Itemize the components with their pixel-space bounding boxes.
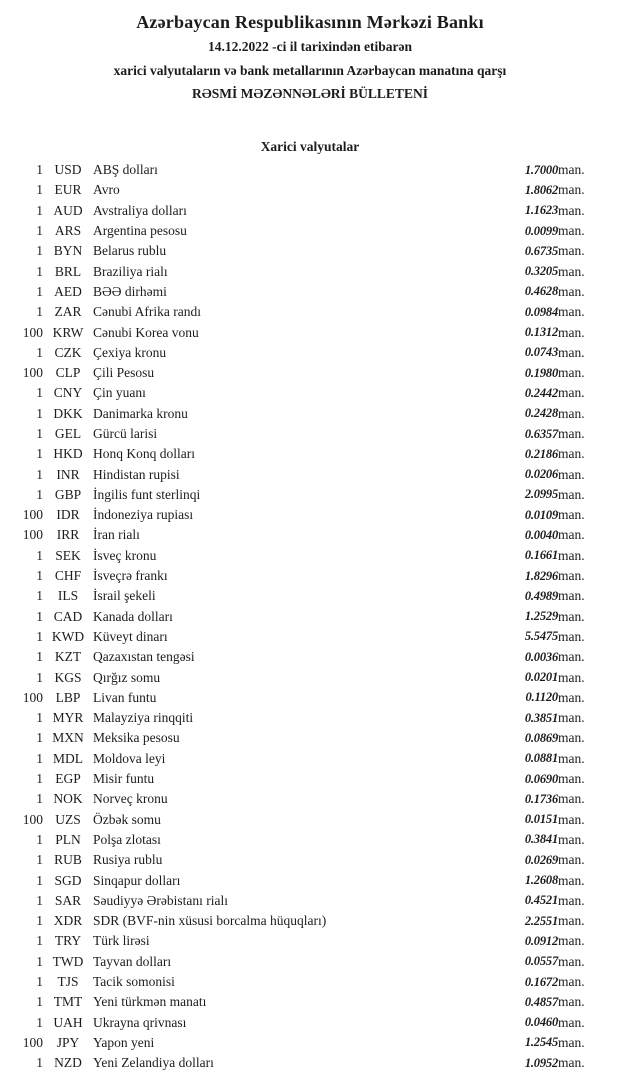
rate-value: 0.0109: [524, 507, 558, 522]
currency-name: Türk lirəsi: [93, 933, 150, 949]
currency-code: KWD: [51, 628, 85, 644]
unit-label: man.: [558, 994, 585, 1010]
unit-label: man.: [558, 649, 585, 665]
currency-code: ARS: [54, 223, 82, 239]
currency-code: EGP: [55, 771, 81, 787]
unit-label: man.: [558, 771, 585, 787]
rate-row: [0, 302, 620, 322]
rate-value: 0.0881: [524, 751, 558, 766]
currency-quantity: 1: [36, 953, 43, 969]
currency-code: BRL: [54, 263, 82, 279]
rate-value: 1.0952: [524, 1055, 558, 1070]
currency-code: MDL: [53, 750, 83, 766]
rate-row: [0, 870, 620, 890]
unit-label: man.: [558, 872, 585, 888]
currency-quantity: 1: [36, 933, 43, 949]
rate-value: 1.7000: [524, 162, 558, 177]
currency-name: Özbək somu: [93, 811, 161, 827]
currency-code: USD: [54, 162, 82, 178]
currency-quantity: 1: [36, 304, 43, 320]
currency-name: Yeni türkmən manatı: [93, 994, 207, 1010]
rate-value: 0.1736: [524, 791, 558, 806]
currency-code: IRR: [56, 527, 80, 543]
currency-quantity: 1: [36, 547, 43, 563]
bulletin-header: [0, 0, 620, 105]
currency-name: Rusiya rublu: [93, 852, 163, 868]
rate-row: [0, 221, 620, 241]
rate-row: [0, 546, 620, 566]
currency-code: KRW: [52, 324, 84, 340]
rate-row: [0, 343, 620, 363]
unit-label: man.: [558, 283, 585, 299]
rate-value: 0.0206: [524, 467, 558, 482]
rate-value: 0.0743: [524, 345, 558, 360]
rate-row: [0, 1053, 620, 1073]
effective-date-line: 14.12.2022 -ci il tarixindən etibarən: [208, 39, 412, 54]
unit-label: man.: [558, 730, 585, 746]
rate-value: 0.2442: [524, 385, 558, 400]
currency-code: ZAR: [54, 304, 82, 320]
unit-label: man.: [558, 568, 585, 584]
rate-row: [0, 383, 620, 403]
currency-code: TRY: [54, 933, 82, 949]
currency-name: Honq Konq dolları: [93, 446, 195, 462]
currency-quantity: 100: [22, 527, 43, 543]
unit-label: man.: [558, 324, 585, 340]
unit-label: man.: [558, 710, 585, 726]
rate-value: 0.4521: [524, 893, 558, 908]
currency-quantity: 1: [36, 974, 43, 990]
currency-code: JPY: [56, 1034, 80, 1050]
currency-name: İran rialı: [93, 527, 140, 543]
currency-quantity: 1: [36, 791, 43, 807]
unit-label: man.: [558, 304, 585, 320]
currency-code: RUB: [54, 852, 82, 868]
unit-label: man.: [558, 1034, 585, 1050]
rate-row: [0, 566, 620, 586]
rate-value: 0.3841: [524, 832, 558, 847]
rate-row: [0, 627, 620, 647]
rate-row: [0, 1012, 620, 1032]
currency-code: UAH: [53, 1014, 83, 1030]
rate-row: [0, 261, 620, 281]
rate-row: [0, 464, 620, 484]
rate-row: [0, 708, 620, 728]
unit-label: man.: [558, 243, 585, 259]
currency-quantity: 100: [22, 811, 43, 827]
unit-label: man.: [558, 974, 585, 990]
currency-quantity: 1: [36, 669, 43, 685]
currency-name: Misir funtu: [93, 771, 155, 787]
unit-label: man.: [558, 811, 585, 827]
currency-quantity: 1: [36, 263, 43, 279]
rate-value: 1.2545: [524, 1035, 558, 1050]
unit-label: man.: [558, 385, 585, 401]
currency-name: Norveç kronu: [93, 791, 168, 807]
rate-value: 0.1661: [524, 548, 558, 563]
currency-name: Braziliya rialı: [93, 263, 168, 279]
rate-row: [0, 424, 620, 444]
rate-row: [0, 586, 620, 606]
rate-row: [0, 160, 620, 180]
currency-quantity: 100: [22, 365, 43, 381]
currency-quantity: 1: [36, 243, 43, 259]
rate-value: 2.2551: [524, 913, 558, 928]
unit-label: man.: [558, 608, 585, 624]
currency-code: TJS: [57, 974, 79, 990]
rate-row: [0, 972, 620, 992]
currency-code: MXN: [52, 730, 84, 746]
rate-value: 0.0557: [524, 954, 558, 969]
rate-row: [0, 1033, 620, 1053]
rate-value: 0.1672: [524, 974, 558, 989]
currency-quantity: 1: [36, 913, 43, 929]
unit-label: man.: [558, 344, 585, 360]
rate-row: [0, 647, 620, 667]
bank-title: Azərbaycan Respublikasının Mərkəzi Bankı: [136, 12, 484, 32]
rate-value: 0.0912: [524, 933, 558, 948]
subject-line: xarici valyutaların və bank metallarının Azərbaycan manatına qarşı: [113, 63, 507, 78]
currency-quantity: 1: [36, 568, 43, 584]
rate-row: [0, 891, 620, 911]
rate-value: 0.0040: [524, 527, 558, 542]
rate-value: 0.0036: [524, 649, 558, 664]
rate-value: 0.4628: [524, 284, 558, 299]
unit-label: man.: [558, 446, 585, 462]
currency-quantity: 1: [36, 385, 43, 401]
section-title-foreign-currencies: Xarici valyutalar: [260, 139, 360, 154]
currency-quantity: 1: [36, 750, 43, 766]
currency-code: GEL: [54, 426, 82, 441]
currency-quantity: 1: [36, 283, 43, 299]
currency-name: Avstraliya dolları: [93, 202, 187, 218]
unit-label: man.: [558, 913, 585, 929]
currency-code: CNY: [53, 385, 83, 401]
currency-quantity: 1: [36, 892, 43, 908]
currency-code: SAR: [54, 892, 82, 908]
rate-row: [0, 241, 620, 261]
currency-name: Belarus rublu: [93, 243, 167, 259]
currency-quantity: 1: [36, 831, 43, 847]
currency-quantity: 100: [22, 1034, 43, 1050]
currency-quantity: 1: [36, 771, 43, 787]
unit-label: man.: [558, 831, 585, 847]
rate-value: 1.2529: [524, 609, 558, 624]
rate-row: [0, 322, 620, 342]
unit-label: man.: [558, 1055, 585, 1071]
unit-label: man.: [558, 202, 585, 218]
rate-row: [0, 525, 620, 545]
rate-row: [0, 607, 620, 627]
currency-code: XDR: [53, 913, 83, 929]
rate-value: 0.4857: [524, 994, 558, 1009]
currency-name: Polşa zlotası: [93, 831, 161, 847]
rate-value: 0.6357: [524, 426, 558, 441]
currency-name: ABŞ dolları: [93, 162, 158, 178]
currency-code: MYR: [52, 710, 84, 726]
unit-label: man.: [558, 933, 585, 949]
currency-name: Malayziya rinqqiti: [93, 710, 194, 726]
currency-name: İsveç kronu: [93, 547, 157, 563]
rate-value: 1.8062: [524, 182, 558, 197]
unit-label: man.: [558, 162, 585, 178]
currency-name: Kanada dolları: [93, 608, 173, 624]
currency-quantity: 1: [36, 608, 43, 624]
rate-value: 0.2186: [524, 446, 558, 461]
unit-label: man.: [558, 791, 585, 807]
currency-name: Qırğız somu: [93, 669, 161, 685]
rate-value: 0.1980: [524, 365, 558, 380]
currency-name: Səudiyyə Ərəbistanı rialı: [93, 892, 228, 908]
currency-quantity: 1: [36, 994, 43, 1010]
currency-name: Gürcü larisi: [93, 426, 158, 441]
currency-name: Yapon yeni: [93, 1034, 155, 1050]
currency-name: Tayvan dolları: [93, 953, 172, 969]
currency-quantity: 1: [36, 730, 43, 746]
rate-row: [0, 363, 620, 383]
currency-quantity: 1: [36, 446, 43, 462]
currency-code: UZS: [55, 811, 81, 827]
unit-label: man.: [558, 365, 585, 381]
rate-value: 0.0460: [524, 1015, 558, 1030]
rate-row: [0, 282, 620, 302]
currency-name: İsveçrə frankı: [93, 568, 168, 584]
rate-row: [0, 931, 620, 951]
rate-row: [0, 485, 620, 505]
rate-row: [0, 830, 620, 850]
currency-name: Hindistan rupisi: [93, 466, 180, 482]
currency-code: AUD: [53, 202, 83, 218]
currency-name: Qazaxıstan tengəsi: [93, 649, 195, 665]
currency-quantity: 100: [22, 324, 43, 340]
currency-name: Çili Pesosu: [93, 365, 155, 381]
currency-code: AED: [54, 283, 82, 299]
unit-label: man.: [558, 466, 585, 482]
currency-code: IDR: [56, 507, 80, 523]
unit-label: man.: [558, 527, 585, 543]
rate-row: [0, 180, 620, 200]
currency-quantity: 100: [22, 689, 43, 705]
currency-name: Argentina pesosu: [93, 223, 187, 239]
currency-name: Avro: [93, 182, 120, 198]
currency-name: Küveyt dinarı: [93, 628, 168, 644]
currency-name: Danimarka kronu: [93, 405, 188, 421]
unit-label: man.: [558, 628, 585, 644]
currency-name: Tacik somonisi: [93, 974, 175, 990]
unit-label: man.: [558, 953, 585, 969]
currency-code: NOK: [53, 791, 83, 807]
currency-name: İndoneziya rupiası: [93, 507, 194, 523]
currency-quantity: 1: [36, 649, 43, 665]
currency-quantity: 1: [36, 852, 43, 868]
rate-row: [0, 404, 620, 424]
currency-code: HKD: [53, 446, 83, 462]
rate-value: 0.0269: [524, 852, 558, 867]
currency-name: SDR (BVF-nin xüsusi borcalma hüquqları): [93, 913, 327, 929]
currency-quantity: 1: [36, 466, 43, 482]
rate-value: 0.1120: [525, 690, 558, 705]
rate-row: [0, 728, 620, 748]
unit-label: man.: [558, 892, 585, 908]
rate-value: 0.0690: [524, 771, 558, 786]
rate-value: 0.3205: [524, 264, 558, 279]
unit-label: man.: [558, 486, 585, 502]
unit-label: man.: [558, 426, 585, 441]
rate-row: [0, 444, 620, 464]
currency-name: BƏƏ dirhəmi: [93, 283, 167, 299]
currency-quantity: 1: [36, 588, 43, 604]
currency-name: Moldova leyi: [93, 750, 166, 766]
currency-code: CAD: [53, 608, 83, 624]
currency-code: KZT: [54, 649, 82, 665]
currency-code: CZK: [54, 344, 82, 360]
currency-code: BYN: [53, 243, 83, 259]
rate-value: 1.2608: [524, 873, 558, 888]
currency-quantity: 1: [36, 344, 43, 360]
currency-quantity: 1: [36, 426, 43, 441]
unit-label: man.: [558, 588, 585, 604]
unit-label: man.: [558, 507, 585, 523]
currency-code: DKK: [53, 405, 83, 421]
rate-value: 0.0099: [524, 223, 558, 238]
currency-name: Cənubi Korea vonu: [93, 324, 199, 340]
rate-row: [0, 749, 620, 769]
currency-name: Sinqapur dolları: [93, 872, 181, 888]
currency-code: GBP: [54, 486, 82, 502]
unit-label: man.: [558, 547, 585, 563]
currency-quantity: 1: [36, 223, 43, 239]
rate-row: [0, 850, 620, 870]
currency-code: LBP: [55, 689, 81, 705]
currency-code: ILS: [57, 588, 79, 604]
rate-value: 0.6735: [524, 243, 558, 258]
currency-name: Çexiya kronu: [93, 344, 167, 360]
currency-quantity: 1: [36, 1055, 43, 1071]
currency-name: Çin yuanı: [93, 385, 146, 401]
rate-row: [0, 952, 620, 972]
currency-quantity: 1: [36, 1014, 43, 1030]
currency-quantity: 100: [22, 507, 43, 523]
rate-row: [0, 667, 620, 687]
rate-value: 0.0201: [524, 670, 558, 685]
currency-code: TWD: [52, 953, 84, 969]
rate-value: 0.0984: [524, 304, 558, 319]
unit-label: man.: [558, 1014, 585, 1030]
unit-label: man.: [558, 852, 585, 868]
currency-quantity: 1: [36, 710, 43, 726]
currency-code: NZD: [54, 1055, 82, 1071]
rate-row: [0, 505, 620, 525]
currency-code: SEK: [55, 547, 81, 563]
rate-value: 0.3851: [524, 710, 558, 725]
currency-quantity: 1: [36, 162, 43, 178]
rates-table-body: [0, 160, 620, 1073]
currency-quantity: 1: [36, 486, 43, 502]
currency-name: Meksika pesosu: [93, 730, 180, 746]
currency-code: CLP: [55, 365, 81, 381]
currency-quantity: 1: [36, 872, 43, 888]
currency-quantity: 1: [36, 628, 43, 644]
currency-name: Ukrayna qrivnası: [93, 1014, 187, 1030]
currency-quantity: 1: [36, 202, 43, 218]
currency-code: CHF: [54, 568, 82, 584]
currency-code: PLN: [55, 831, 81, 847]
currency-name: İngilis funt sterlinqi: [93, 486, 201, 502]
currency-quantity: 1: [36, 182, 43, 198]
rate-value: 0.0869: [524, 730, 558, 745]
currency-code: EUR: [54, 182, 82, 198]
currency-quantity: 1: [36, 405, 43, 421]
rates-table: [0, 160, 620, 1073]
unit-label: man.: [558, 182, 585, 198]
currency-code: SGD: [54, 872, 82, 888]
rate-value: 5.5475: [524, 629, 558, 644]
currency-name: Cənubi Afrika randı: [93, 304, 201, 320]
currency-name: Yeni Zelandiya dolları: [93, 1055, 214, 1071]
rate-row: [0, 810, 620, 830]
rate-value: 0.2428: [524, 406, 558, 421]
rate-row: [0, 688, 620, 708]
unit-label: man.: [558, 689, 585, 705]
bulletin-title: RƏSMİ MƏZƏNNƏLƏRİ BÜLLETENİ: [192, 86, 428, 101]
rate-value: 1.1623: [524, 203, 558, 218]
rate-value: 0.0151: [524, 812, 558, 827]
unit-label: man.: [558, 750, 585, 766]
currency-code: KGS: [54, 669, 82, 685]
rate-row: [0, 789, 620, 809]
rate-row: [0, 769, 620, 789]
rate-value: 0.1312: [524, 325, 558, 340]
unit-label: man.: [558, 405, 585, 421]
rate-value: 1.8296: [524, 568, 558, 583]
unit-label: man.: [558, 669, 585, 685]
currency-code: TMT: [53, 994, 83, 1010]
unit-label: man.: [558, 263, 585, 279]
currency-name: İsrail şekeli: [93, 588, 156, 604]
currency-code: INR: [56, 466, 80, 482]
rate-row: [0, 992, 620, 1012]
unit-label: man.: [558, 223, 585, 239]
rate-row: [0, 911, 620, 931]
rate-row: [0, 201, 620, 221]
currency-name: Livan funtu: [93, 689, 157, 705]
rate-value: 2.0995: [524, 487, 558, 502]
rate-value: 0.4989: [524, 588, 558, 603]
